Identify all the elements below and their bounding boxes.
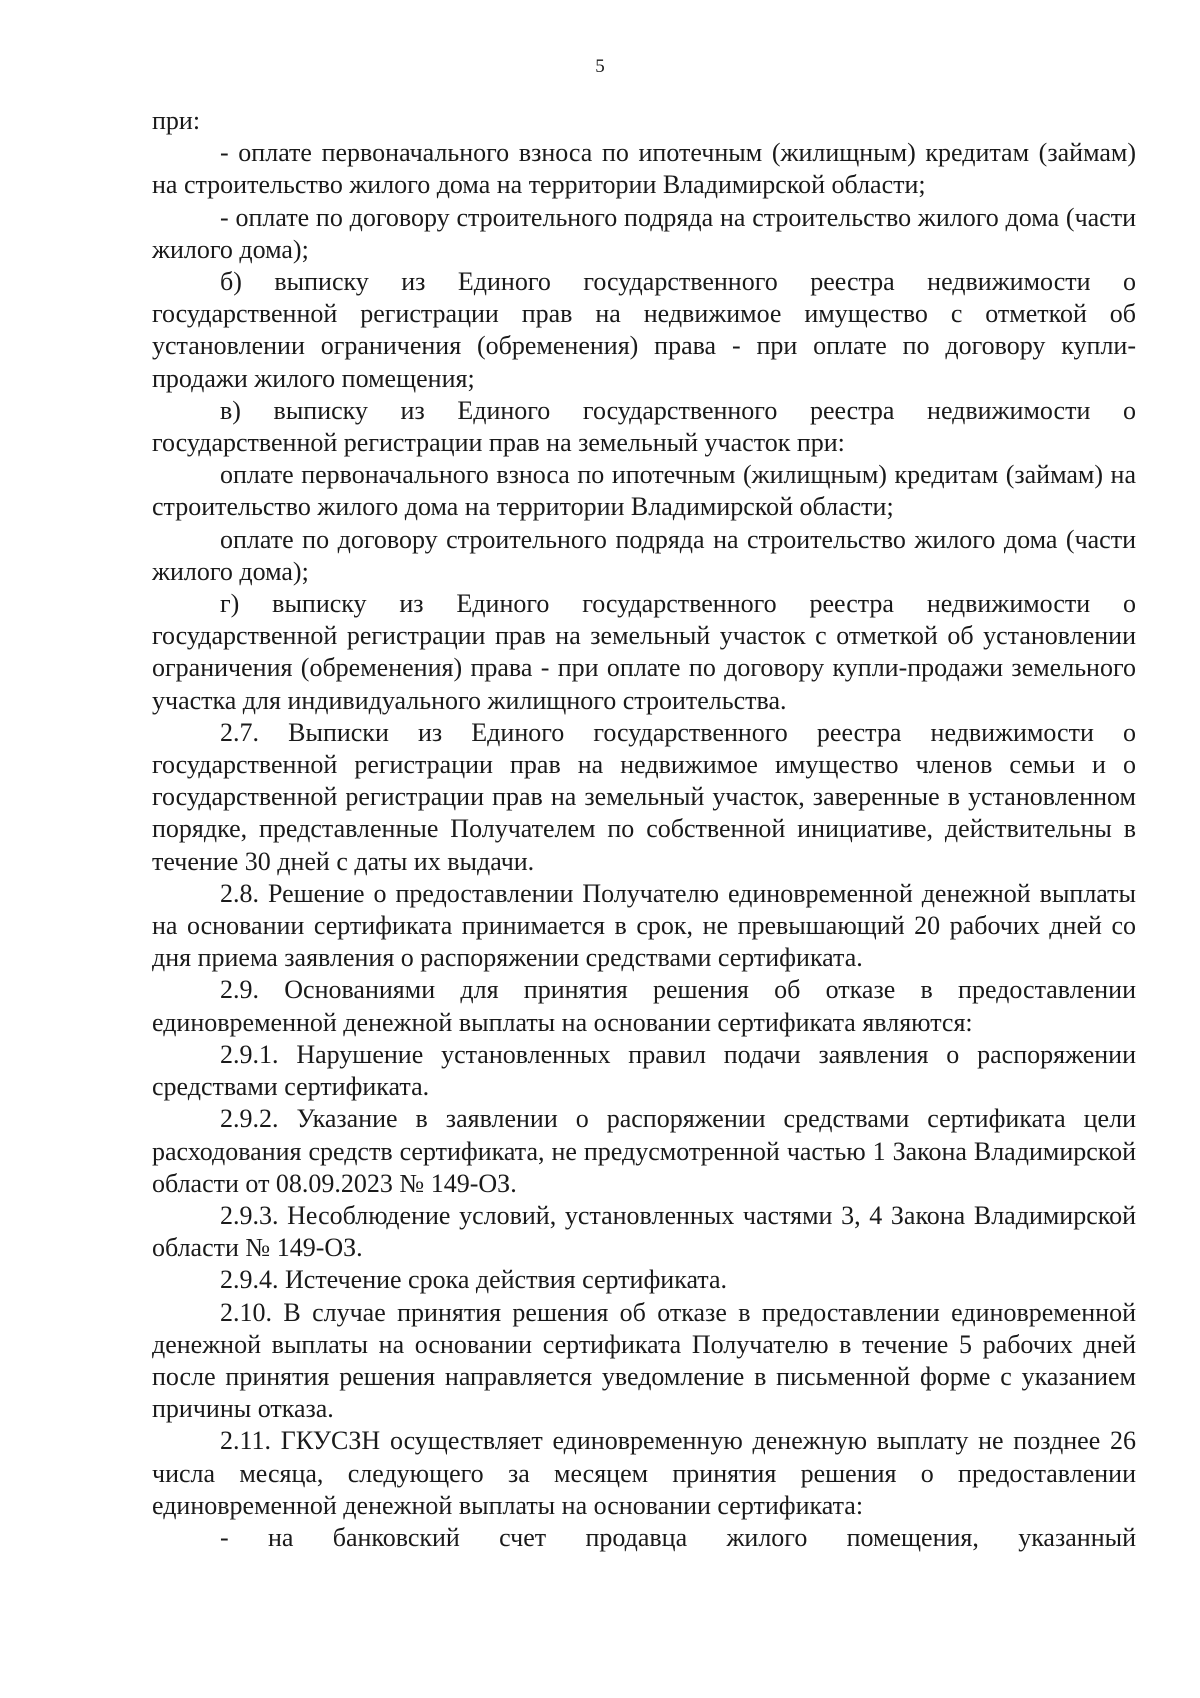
paragraph: 2.11. ГКУСЗН осуществляет единовременную денежную выплату не позднее 26 числа месяца, следующего за месяцем принятия решения о предоставлении единовременной денежной выплаты на основании сертификата: — [152, 1426, 1136, 1520]
paragraph: 2.9. Основаниями для принятия решения об отказе в предоставлении единовременной денежной выплаты на основании сертификата являются: — [152, 975, 1136, 1037]
paragraph: б) выписку из Единого государственного реестра недвижимости о государственной регистрации прав на недвижимое имущество с отметкой об установлении ограничения (обременения) права - при оплате по договору купли-продажи жилого помещения; — [152, 267, 1136, 393]
paragraph: 2.7. Выписки из Единого государственного реестра недвижимости о государственной регистрации прав на недвижимое имущество членов семьи и о государственной регистрации прав на земельный участок, заверенные в установленном порядке, представленные Получателем по собственной инициативе, действительны в течение 30 дней с даты их выдачи. — [152, 717, 1136, 876]
paragraph: 2.9.4. Истечение срока действия сертификата. — [220, 1265, 728, 1295]
paragraph: - на банковский счет продавца жилого помещения, указанный — [220, 1522, 1136, 1552]
paragraph: в) выписку из Единого государственного реестра недвижимости о государственной регистрации прав на земельный участок при: — [152, 395, 1136, 458]
paragraph: г) выписку из Единого государственного реестра недвижимости о государственной регистрации прав на земельный участок с отметкой об установлении ограничения (обременения) права - при оплате по договору купли-продажи земельного участка для индивидуального жилищного строительства. — [152, 589, 1136, 715]
paragraph: - оплате по договору строительного подряда на строительство жилого дома (части жилого дома); — [152, 202, 1136, 264]
paragraph: 2.8. Решение о предоставлении Получателю единовременной денежной выплаты на основании сертификата принимается в срок, не превышающий 20 рабочих дней со дня приема заявления о распоряжении средствами сертификата. — [152, 878, 1136, 973]
paragraph: при: — [152, 106, 201, 135]
paragraph: 2.9.1. Нарушение установленных правил подачи заявления о распоряжении средствами сертификата. — [152, 1039, 1136, 1102]
paragraph: оплате первоначального взноса по ипотечным (жилищным) кредитам (займам) на строительство жилого дома на территории Владимирской области; — [152, 460, 1136, 522]
paragraph: оплате по договору строительного подряда на строительство жилого дома (части жилого дома); — [152, 524, 1136, 586]
paragraph: 2.9.2. Указание в заявлении о распоряжении средствами сертификата цели расходования средств сертификата, не предусмотренной частью 1 Закона Владимирской области от 08.09.2023 № 149-ОЗ. — [152, 1104, 1136, 1198]
paragraph: - оплате первоначального взноса по ипотечным (жилищным) кредитам (займам) на строительство жилого дома на территории Владимирской области; — [152, 138, 1136, 200]
document-body — [152, 105, 1136, 1554]
paragraph: 2.9.3. Несоблюдение условий, установленных частями 3, 4 Закона Владимирской области № 149-ОЗ. — [152, 1200, 1136, 1263]
paragraph: 2.10. В случае принятия решения об отказе в предоставлении единовременной денежной выплаты на основании сертификата Получателю в течение 5 рабочих дней после принятия решения направляется уведомление в письменной форме с указанием причины отказа. — [152, 1297, 1136, 1424]
page-number: 5 — [595, 56, 605, 77]
